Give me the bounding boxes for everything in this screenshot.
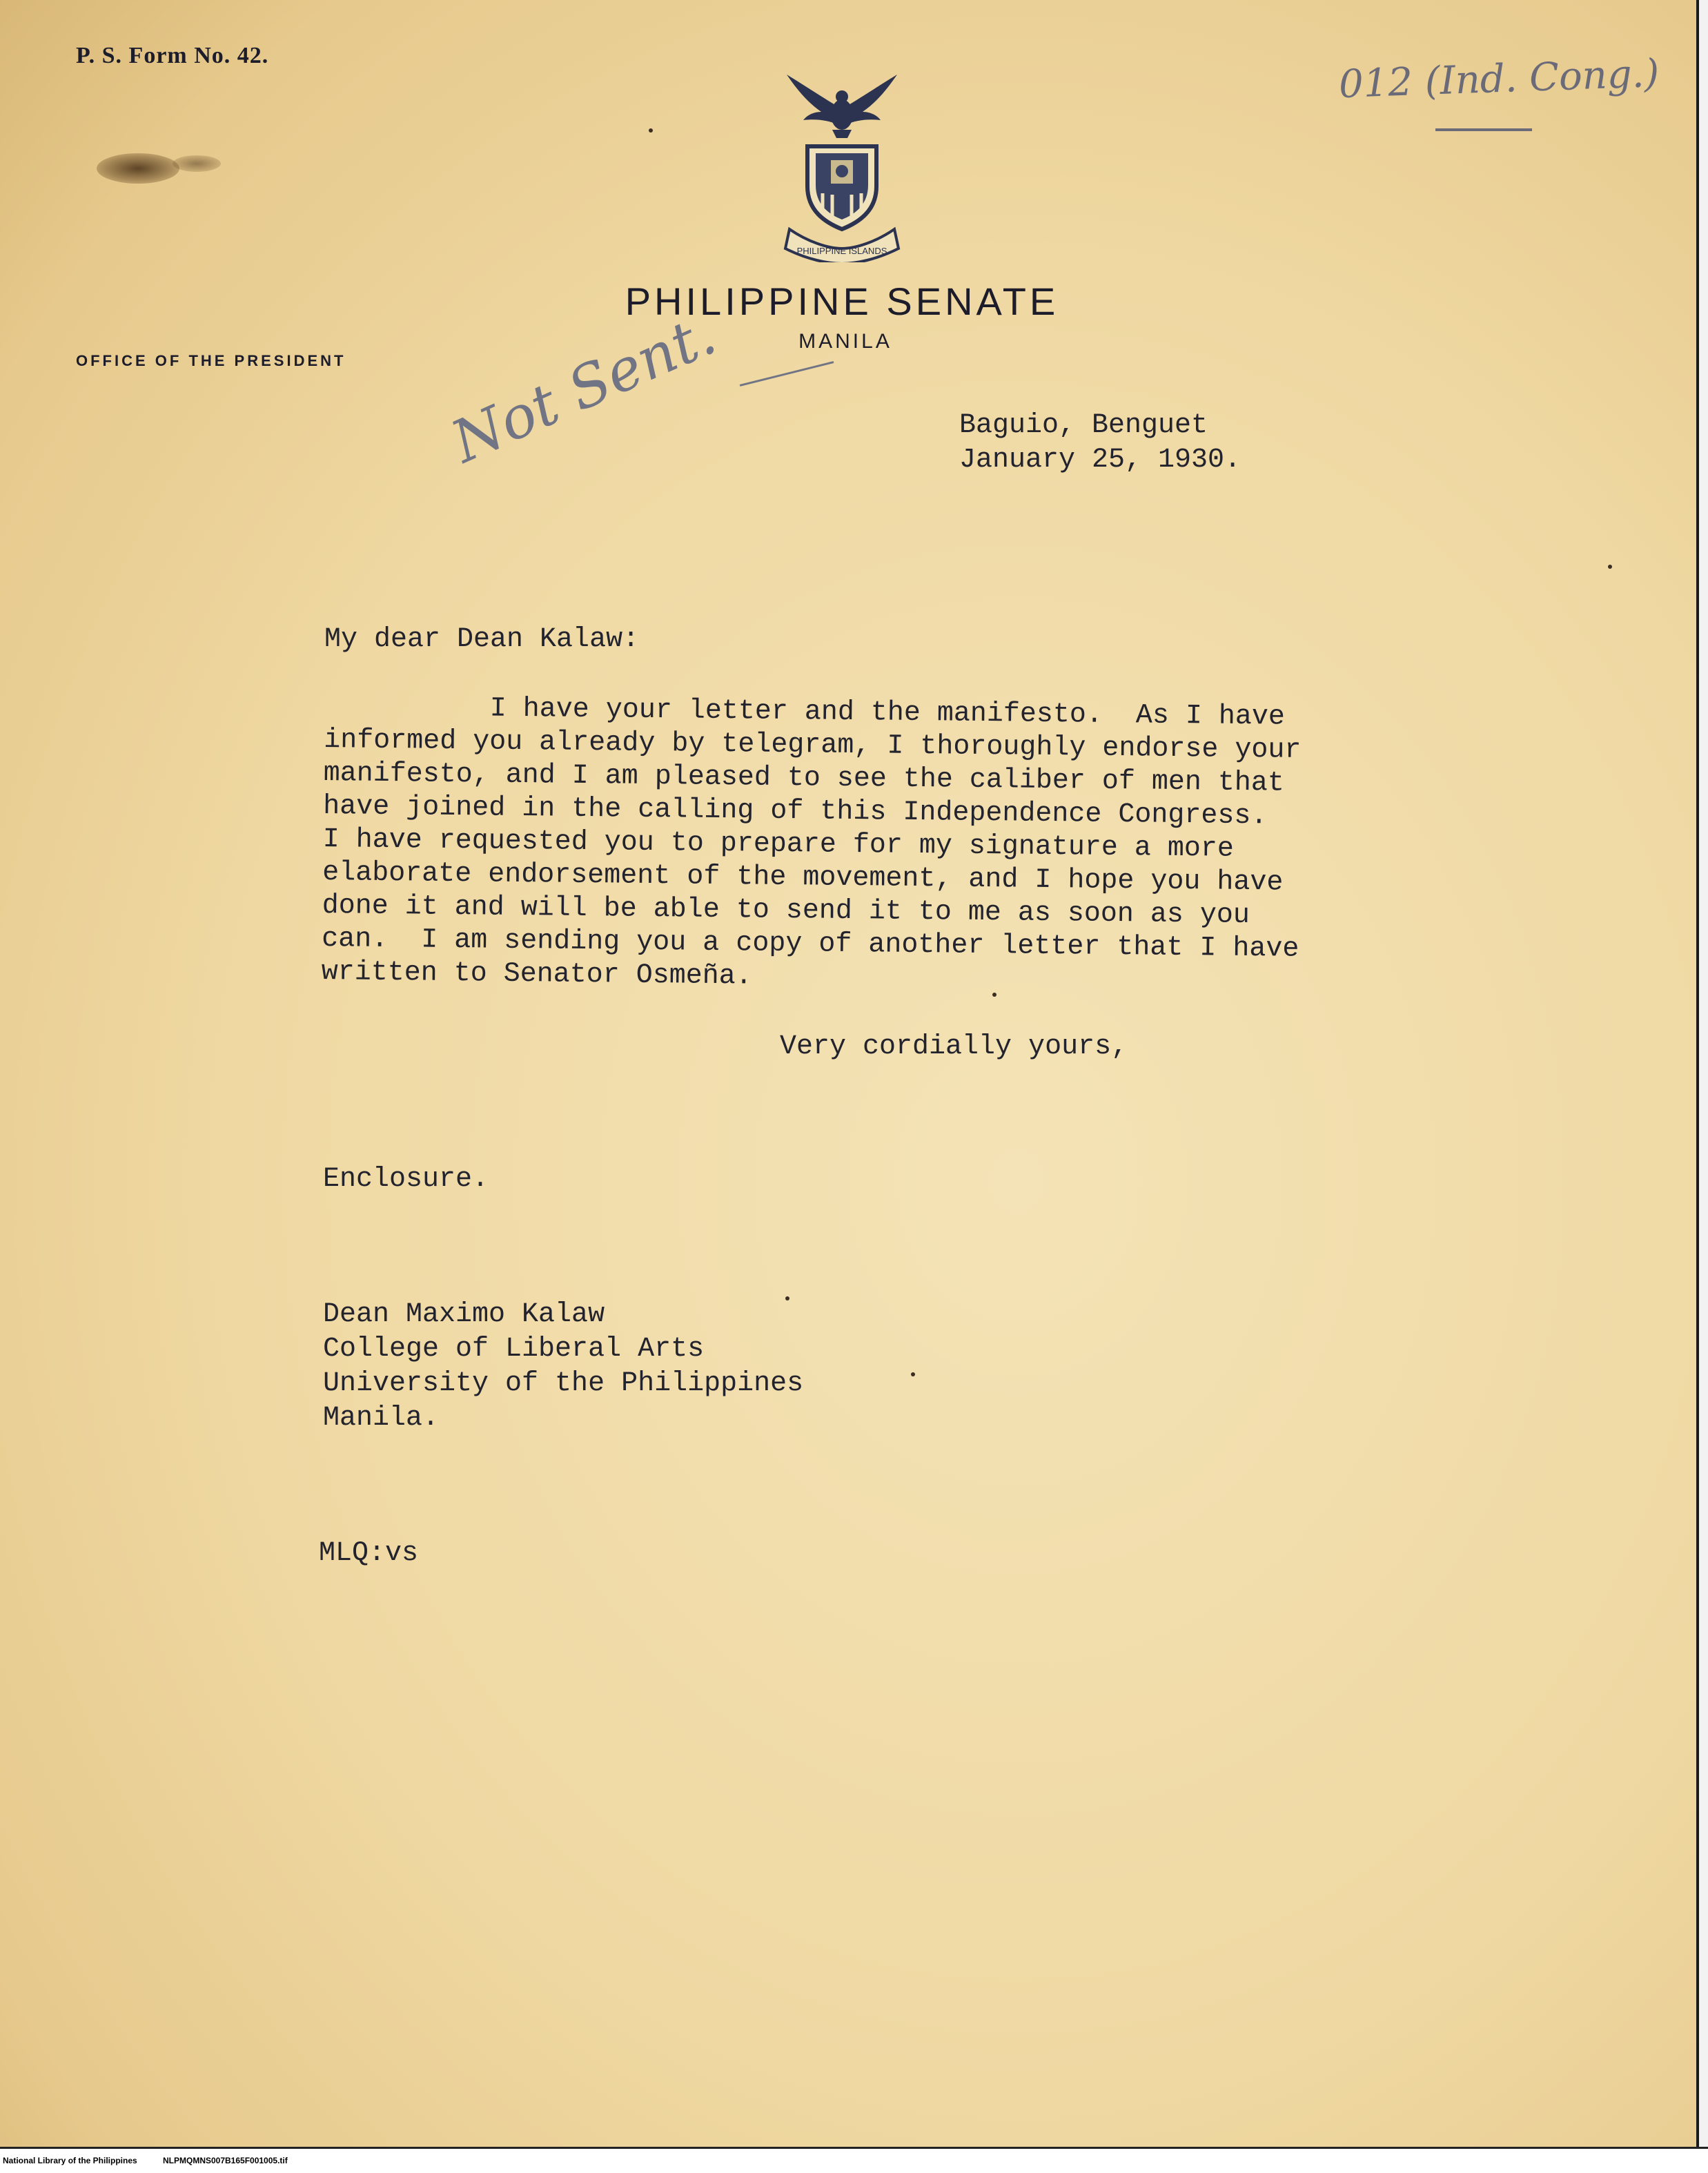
handwritten-file-code: 012 (Ind. Cong.) — [1338, 50, 1660, 108]
letter-date: January 25, 1930. — [959, 445, 1241, 476]
body-line: manifesto, and I am pleased to see the caliber of men that — [323, 757, 1285, 799]
office-label: OFFICE OF THE PRESIDENT — [76, 352, 346, 369]
letter-place: Baguio, Benguet — [959, 410, 1208, 441]
body-line: have joined in the calling of this Independence Congress. — [322, 790, 1268, 832]
body-line: elaborate endorsement of the movement, and I hope you have — [322, 857, 1284, 899]
body-line: informed you already by telegram, I thoroughly endorse your — [324, 724, 1302, 766]
handwritten-not-sent: Not Sent. — [442, 300, 726, 476]
organization-city: MANILA — [798, 330, 892, 353]
footer-filename: NLPMQMNS007B165F001005.tif — [163, 2156, 288, 2165]
recipient-line: Dean Maximo Kalaw — [323, 1299, 605, 1330]
body-line: done it and will be able to send it to me as soon as you — [322, 890, 1250, 932]
recipient-line: Manila. — [323, 1403, 440, 1434]
paper-speck — [785, 1296, 789, 1300]
paper-speck — [992, 993, 997, 997]
organization-title: PHILIPPINE SENATE — [625, 280, 1059, 323]
body-line: written to Senator Osmeña. — [321, 956, 753, 993]
typist-initials: MLQ:vs — [319, 1538, 419, 1569]
senate-seal-icon — [780, 69, 904, 262]
file-code-underline — [1435, 128, 1532, 131]
page-edge — [1696, 0, 1708, 2147]
letter-closing: Very cordially yours, — [780, 1031, 1128, 1062]
recipient-line: College of Liberal Arts — [323, 1334, 705, 1365]
recipient-line: University of the Philippines — [323, 1368, 804, 1399]
ink-stain — [97, 153, 179, 184]
body-line: I have requested you to prepare for my signature a more — [322, 824, 1235, 865]
paper-speck — [649, 128, 653, 133]
letter-salutation: My dear Dean Kalaw: — [324, 624, 640, 655]
ink-stain-small — [173, 155, 221, 172]
footer-source: National Library of the Philippines — [3, 2156, 137, 2165]
paper-speck — [911, 1372, 915, 1376]
form-number: P. S. Form No. 42. — [76, 43, 269, 68]
paper-speck — [1608, 565, 1612, 569]
archive-footer — [0, 2147, 1708, 2173]
body-line: can. I am sending you a copy of another letter that I have — [321, 923, 1299, 965]
letter-enclosure: Enclosure. — [323, 1164, 489, 1195]
not-sent-stroke — [740, 361, 834, 387]
seal-ribbon-text: PHILIPPINE ISLANDS — [796, 246, 887, 256]
body-line: I have your letter and the manifesto. As I have — [324, 691, 1286, 733]
